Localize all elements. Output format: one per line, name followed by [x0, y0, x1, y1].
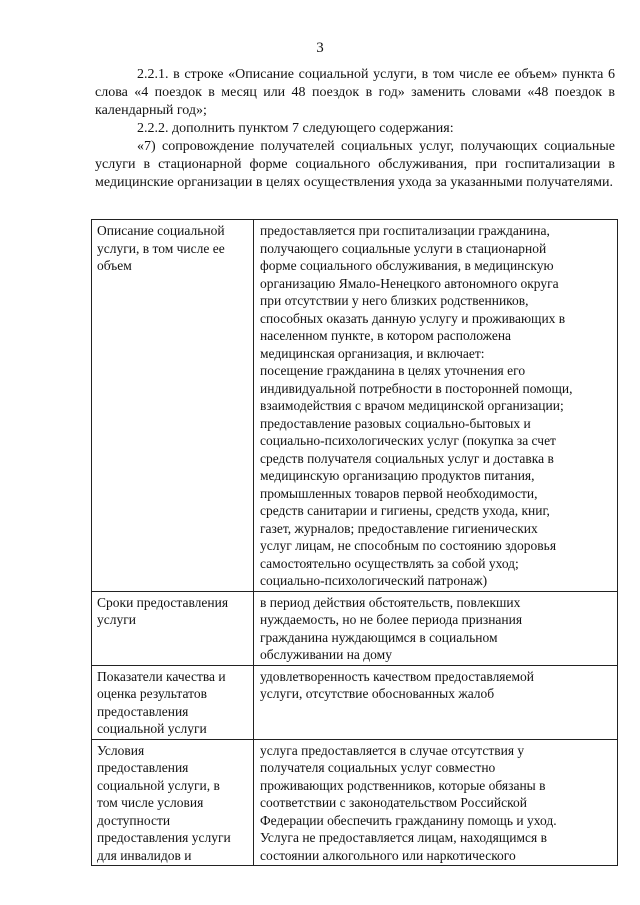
label-line: предоставления: [97, 703, 189, 719]
value-line: взаимодействия с врачом медицинской организации;: [260, 398, 564, 413]
row-label-description: [92, 220, 254, 592]
value-line: посещение гражданина в целях уточнения его: [260, 363, 526, 378]
label-line: услуги: [97, 612, 136, 627]
label-line: Описание социальной: [97, 223, 225, 238]
label-line: Условия: [97, 742, 145, 758]
value-line: нуждаемость, но не более периода признания: [260, 612, 523, 627]
paragraph-2-2-2: 2.2.2. дополнить пунктом 7 следующего содержания:: [137, 121, 454, 136]
value-line: состоянии алкогольного или наркотического: [260, 847, 516, 863]
label-line: том числе условия: [97, 795, 204, 810]
value-line: соответствии с законодательством Российской: [260, 795, 527, 810]
value-line: при отсутствии у него близких родственников,: [260, 293, 529, 308]
row-value-conditions: [254, 739, 618, 866]
value-line: предоставление разовых социально-бытовых и: [260, 415, 531, 431]
label-line: для инвалидов и: [97, 847, 192, 863]
value-line: средств санитарии и гигиены, средств ухода, книг,: [260, 503, 550, 518]
value-line: способных оказать данную услугу и проживающих в: [260, 310, 566, 326]
label-line: социальной услуги, в: [97, 777, 220, 793]
value-line: социально-психологический патронаж): [260, 573, 488, 588]
table-row: [92, 591, 618, 665]
label-line: объем: [97, 258, 132, 273]
value-line: газет, журналов; предоставление гигиенических: [260, 520, 538, 536]
label-line: услуги, в том числе ее: [97, 240, 225, 256]
value-line: организацию Ямало-Ненецкого автономного округа: [260, 275, 559, 291]
value-line: получающего социальные услуги в стационарной: [260, 240, 547, 256]
label-line: оценка результатов: [97, 686, 207, 701]
service-description-table: [91, 219, 618, 866]
value-line: медицинская организация, и включает:: [260, 345, 485, 361]
label-line: социальной услуги: [97, 721, 207, 736]
row-value-terms: [254, 591, 618, 665]
value-line: самостоятельно осуществлять за собой уход;: [260, 555, 519, 571]
value-line: индивидуальной потребности в посторонней помощи,: [260, 380, 573, 396]
row-value-description: [254, 220, 618, 592]
value-line: удовлетворенность качеством предоставляемой: [260, 668, 535, 684]
value-line: населенном пункте, в котором расположена: [260, 328, 512, 343]
label-line: предоставления услуги: [97, 830, 231, 845]
value-line: промышленных товаров первой необходимости,: [260, 485, 538, 501]
table-row: [92, 665, 618, 739]
value-line: гражданина нуждающимся в социальном: [260, 629, 498, 645]
row-label-terms: [92, 591, 254, 665]
label-line: Показатели качества и: [97, 668, 226, 684]
value-line: Федерации обеспечить гражданину помощь и уход.: [260, 812, 557, 828]
value-line: проживающих родственников, которые обязаны в: [260, 777, 546, 793]
value-line: Услуга не предоставляется лицам, находящимся в: [260, 830, 547, 845]
label-line: Сроки предоставления: [97, 594, 229, 610]
value-line: обслуживании на дому: [260, 647, 392, 662]
label-line: доступности: [97, 812, 171, 828]
value-line: услуг лицам, не способным по состоянию здоровья: [260, 538, 557, 553]
table-row: [92, 220, 618, 592]
label-line: предоставления: [97, 760, 189, 775]
row-label-quality: [92, 665, 254, 739]
value-line: услуги, отсутствие обоснованных жалоб: [260, 686, 495, 701]
row-label-conditions: [92, 739, 254, 866]
paragraph-2-2-1: 2.2.1. в строке «Описание социальной услуги, в том числе ее объем» пункта 6 слова «4 поездок в месяц или 48 поездок в год» заменить словами «48 поездок в календарный год»;: [95, 67, 615, 118]
value-line: в период действия обстоятельств, повлекших: [260, 594, 521, 610]
value-line: социально-психологических услуг (покупка за счет: [260, 433, 556, 448]
value-line: получателя социальных услуг совместно: [260, 760, 496, 775]
paragraph-item-7: «7) сопровождение получателей социальных услуг, получающих социальные услуги в стационарной форме социального обслуживания, при госпитализации в медицинские организации в целях осуществления ухода за указанными получателями.: [95, 139, 615, 190]
value-line: средств получателя социальных услуг и доставка в: [260, 450, 554, 466]
value-line: услуга предоставляется в случае отсутствия у: [260, 742, 525, 758]
value-line: предоставляется при госпитализации гражданина,: [260, 223, 550, 238]
page-number: 3: [316, 40, 324, 56]
value-line: форме социального обслуживания, в медицинскую: [260, 258, 554, 273]
row-value-quality: [254, 665, 618, 739]
table-row: [92, 739, 618, 866]
value-line: медицинскую организацию продуктов питания,: [260, 468, 535, 483]
